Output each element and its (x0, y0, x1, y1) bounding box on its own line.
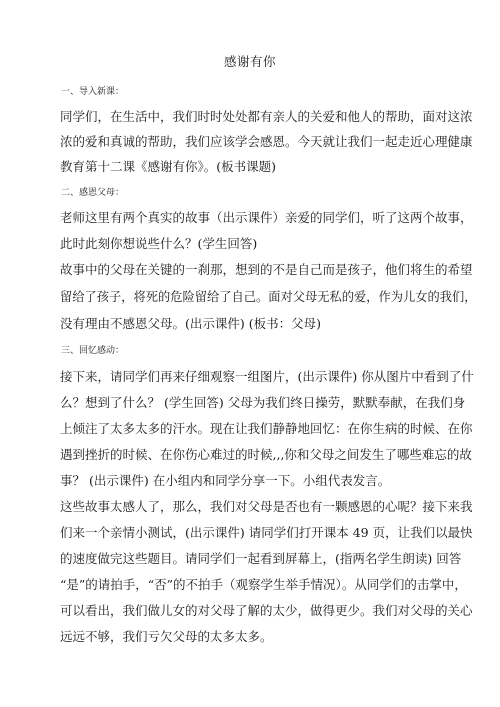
paragraph-line: 没有理由不感恩父母。(出示课件) (板书：父母) (60, 316, 321, 331)
paragraph-line: 此时此刻你想说些什么？(学生回答) (60, 236, 258, 251)
section-heading-3: 三、回忆感动： (61, 346, 125, 356)
paragraph-line: “是”的请拍手，“否”的不拍手（观察学生举手情况）。从同学们的击掌中， (60, 577, 467, 592)
paragraph-line: 们来一个亲情小测试，(出示课件) 请同学们打开课本 49 页，让我们以最快 (60, 525, 473, 540)
section-heading-1: 一、导入新课： (61, 87, 125, 97)
paragraph-line: 教育第十二课《感谢有你》。(板书课题) (60, 159, 277, 174)
paragraph-line: 么？想到了什么？ (学生回答) 父母为我们终日操劳，默默奉献，在我们身 (60, 395, 466, 410)
paragraph-line: 事？ (出示课件) 在小组内和同学分享一下。小组代表发言。 (60, 473, 391, 488)
paragraph-line: 可以看出，我们做儿女的对父母了解的太少，做得更少。我们对父母的关心 (60, 603, 473, 618)
document-title: 感谢有你 (223, 54, 276, 69)
paragraph-line: 同学们，在生活中，我们时时处处都有亲人的关爱和他人的帮助，面对这浓 (60, 109, 473, 124)
paragraph-line: 留给了孩子，将死的危险留给了自己。面对父母无私的爱，作为儿女的我们， (60, 290, 477, 304)
paragraph-line: 故事中的父母在关键的一刹那，想到的不是自己而是孩子，他们将生的希望 (60, 262, 473, 277)
paragraph-line: 老师这里有两个真实的故事（出示课件）亲爱的同学们，听了这两个故事， (60, 210, 473, 225)
paragraph-line: 远远不够，我们亏欠父母的太多太多。 (60, 629, 273, 644)
paragraph-line: 上倾注了太多太多的汗水。现在让我们静静地回忆：在你生病的时候、在你 (60, 421, 473, 436)
paragraph-line: 这些故事太感人了，那么，我们对父母是否也有一颗感恩的心呢？接下来我 (60, 499, 473, 514)
paragraph-line: 遇到挫折的时候、在你伤心难过的时候,,,你和父母之间发生了哪些难忘的故 (60, 447, 472, 462)
paragraph-line: 的速度做完这些题目。请同学们一起看到屏幕上，(指两名学生朗读) 回答 (60, 551, 462, 566)
section-heading-2: 二、感恩父母： (61, 188, 125, 198)
paragraph-line: 浓的爱和真诚的帮助，我们应该学会感恩。今天就让我们一起走近心理健康 (60, 134, 473, 149)
paragraph-line: 接下来，请同学们再来仔细观察一组图片，(出示课件) 你从图片中看到了什 (60, 369, 474, 384)
